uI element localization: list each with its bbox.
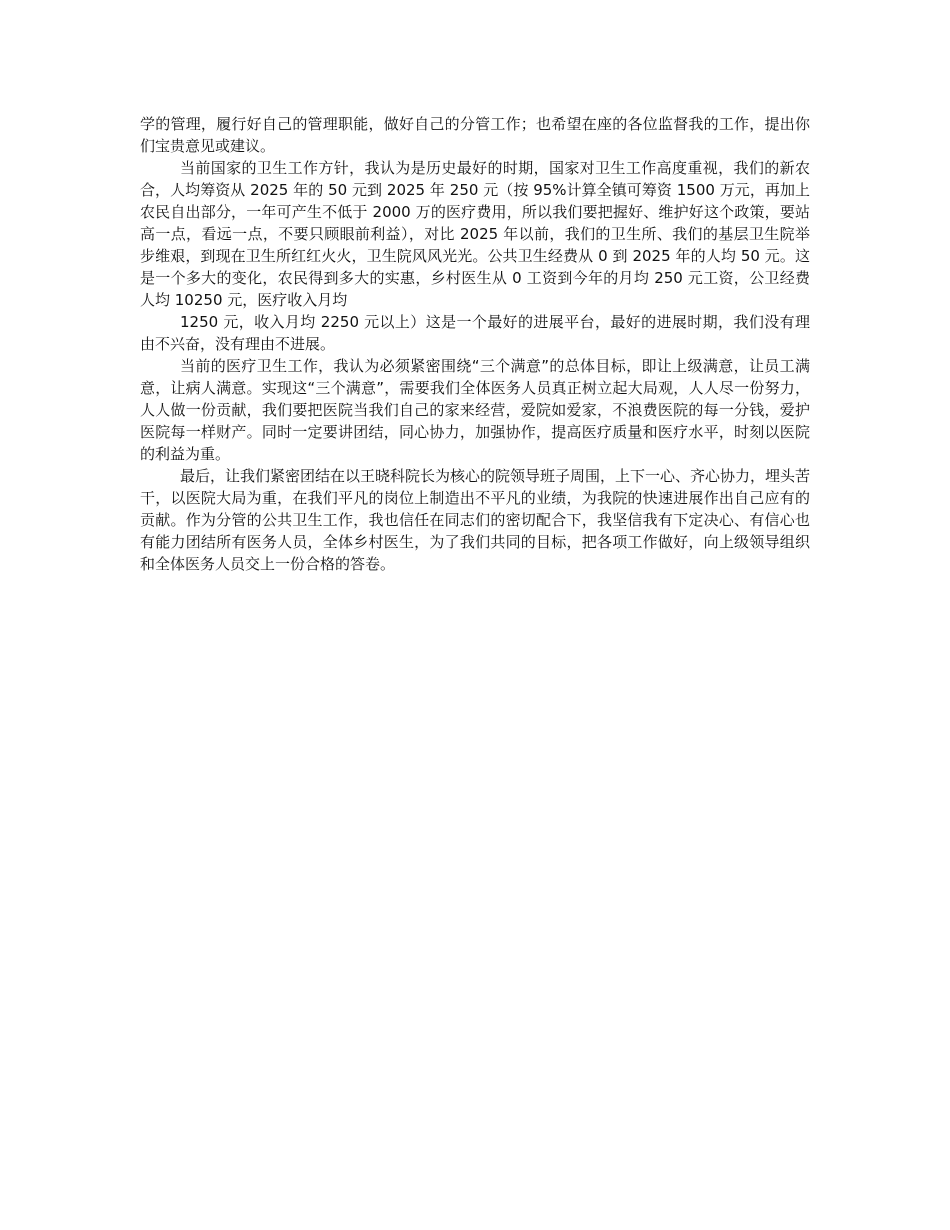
paragraph-3: 1250 元，收入月均 2250 元以上）这是一个最好的进展平台，最好的进展时期，我们没有理由不兴奋，没有理由不进展。 bbox=[140, 313, 810, 353]
paragraph-5: 最后，让我们紧密团结在以王晓科院长为核心的院领导班子周围，上下一心、齐心协力，埋头苦干，以医院大局为重，在我们平凡的岗位上制造出不平凡的业绩，为我院的快速进展作出自己应有的贡献。作为分管的公共卫生工作，我也信任在同志们的密切配合下，我坚信我有下定决心、有信心也有能力团结所有医务人员，全体乡村医生，为了我们共同的目标，把各项工作做好，向上级领导组织和全体医务人员交上一份合格的答卷。 bbox=[140, 467, 811, 573]
paragraph-2: 当前国家的卫生工作方针，我认为是历史最好的时期，国家对卫生工作高度重视，我们的新农合，人均筹资从 2025 年的 50 元到 2025 年 250 元（按 95%计算全镇可筹资 1500 万元，再加上农民自出部分，一年可产生不低于 2000 万的医疗费用，所以我们要把握好、维护好这个政策，要站高一点，看远一点，不要只顾眼前利益），对比 2025 年以前，我们的卫生所、我们的基层卫生院举步维艰，到现在卫生所红红火火，卫生院风风光光。公共卫生经费从 0 到 2025 年的人均 50 元。这是一个多大的变化，农民得到多大的实惠，乡村医生从 0 工资到今年的月均 250 元工资，公卫经费人均 10250 元，医疗收入月均 bbox=[140, 159, 810, 309]
paragraph-4: 当前的医疗卫生工作，我认为必须紧密围绕“三个满意”的总体目标，即让上级满意，让员工满意，让病人满意。实现这“三个满意”，需要我们全体医务人员真正树立起大局观，人人尽一份努力，人人做一份贡献，我们要把医院当我们自己的家来经营，爱院如爱家，不浪费医院的每一分钱，爱护医院每一样财产。同时一定要讲团结，同心协力，加强协作，提高医疗质量和医疗水平，时刻以医院的利益为重。 bbox=[140, 357, 810, 463]
document-body bbox=[140, 113, 810, 575]
paragraph-1: 学的管理，履行好自己的管理职能，做好自己的分管工作；也希望在座的各位监督我的工作，提出你们宝贵意见或建议。 bbox=[140, 115, 810, 155]
